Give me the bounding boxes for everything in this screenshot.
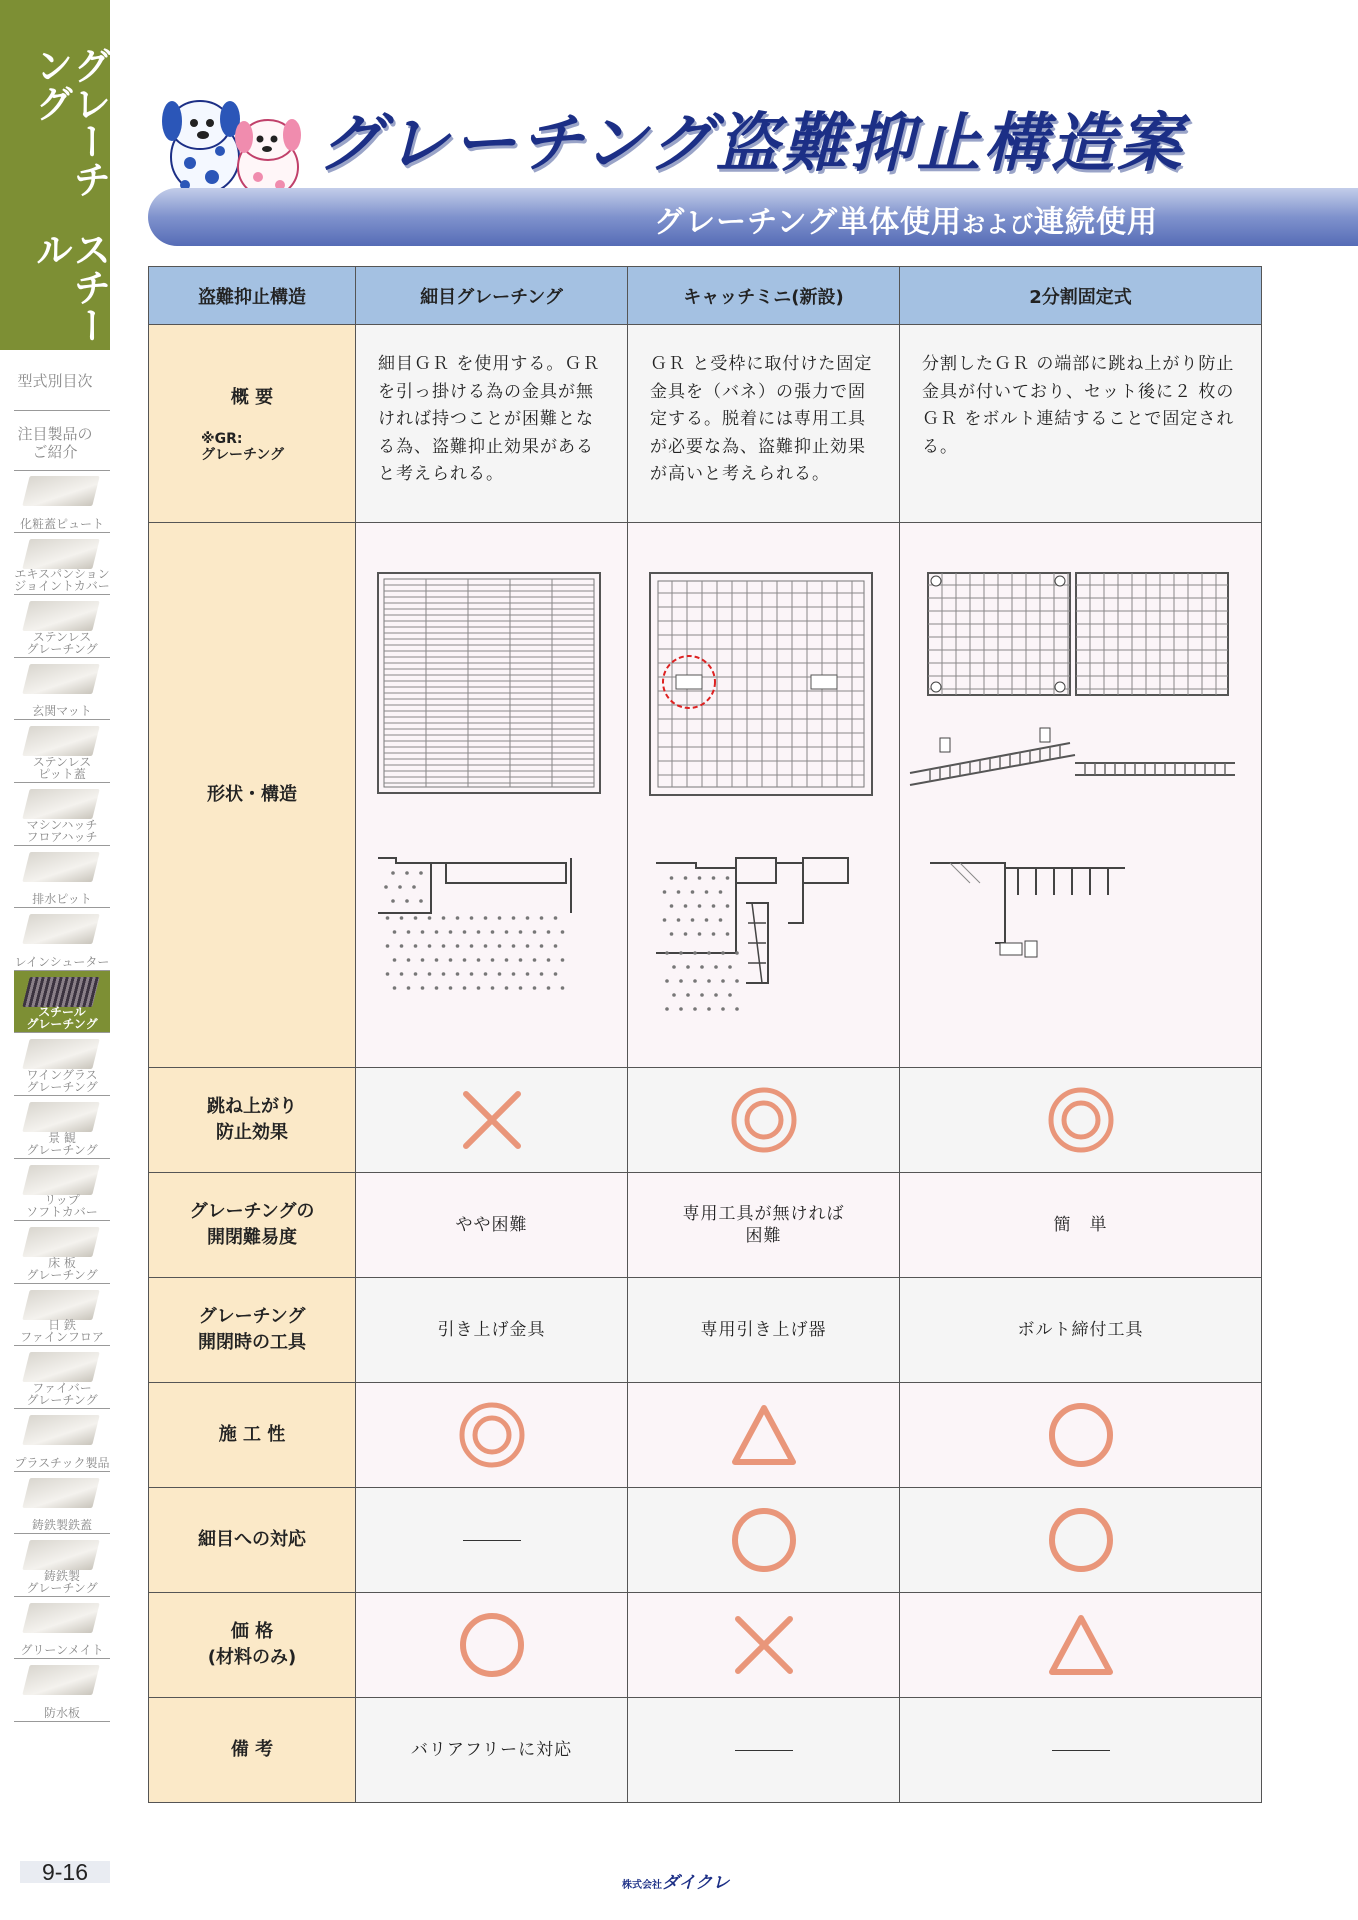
cell-catch-mini — [628, 1173, 900, 1278]
cell-text: ボルト締付工具 — [1017, 1320, 1144, 1340]
cell-fine-mesh — [356, 1383, 628, 1488]
double-circle-mark — [729, 1085, 799, 1155]
two-part-grating-drawing — [900, 523, 1260, 1063]
page-subtitle: グレーチング単体使用および連続使用 — [654, 205, 1158, 240]
link-featured-products[interactable]: 注目製品の ご紹介 — [17, 425, 93, 461]
cell-catch-mini — [628, 1068, 900, 1173]
sidebar-item-5[interactable] — [14, 783, 110, 846]
gr-note: ※GR: グレーチング — [201, 430, 285, 463]
product-thumbnail — [22, 1415, 99, 1445]
catch-mini-grating-drawing — [628, 523, 898, 1063]
row-label: 備 考 — [149, 1698, 356, 1803]
cell-two-part — [900, 1488, 1262, 1593]
cell-two-part — [900, 1698, 1262, 1803]
overview-fine-mesh: 細目ＧＲ を使用する。ＧＲを引っ掛ける為の金具が無ければ持つことが困難となる為、盗難抑止効果があると考えられる。 — [356, 325, 628, 523]
cell-text: バリアフリーに対応 — [410, 1740, 573, 1760]
row-label: 細目への対応 — [149, 1488, 356, 1593]
row-label: グレーチングの 開閉難易度 — [149, 1173, 356, 1278]
triangle-mark — [729, 1400, 799, 1470]
product-thumbnail — [22, 601, 99, 631]
cell-fine-mesh — [356, 1278, 628, 1383]
sidebar-item-label: 床 板 グレーチング — [26, 1255, 98, 1282]
sidebar-item-label: エキスパンション ジョイントカバー — [14, 567, 110, 594]
cell-two-part — [900, 1593, 1262, 1698]
header-catch-mini: キャッチミニ(新設) — [628, 267, 900, 325]
cell-text: 簡 単 — [1053, 1215, 1108, 1235]
product-thumbnail — [22, 852, 99, 882]
sidebar-item-15[interactable] — [14, 1409, 110, 1472]
table-row — [149, 1173, 1262, 1278]
drawing-catch-mini — [628, 523, 900, 1068]
sidebar-tab-title — [8, 46, 111, 350]
header-structure: 盗難抑止構造 — [149, 267, 356, 325]
sidebar-item-label: スチール グレーチング — [26, 1005, 98, 1032]
sidebar-item-1[interactable] — [14, 533, 110, 596]
cell-catch-mini — [628, 1593, 900, 1698]
sidebar-item-label: プラスチック製品 — [14, 1455, 110, 1470]
row-label: 施 工 性 — [149, 1383, 356, 1488]
sidebar-tab-title-line2: グレーチング — [29, 46, 111, 198]
product-thumbnail — [22, 789, 99, 819]
product-thumbnail — [22, 1603, 99, 1633]
sidebar-item-17[interactable] — [14, 1534, 110, 1597]
table-row — [149, 1488, 1262, 1593]
link-index-by-type[interactable]: 型式別目次 — [17, 372, 93, 390]
cell-two-part — [900, 1068, 1262, 1173]
product-thumbnail — [22, 1665, 99, 1695]
table-row — [149, 1383, 1262, 1488]
sidebar-item-label: グリーンメイト — [20, 1643, 104, 1658]
sidebar-tab[interactable] — [0, 0, 110, 350]
header-fine-mesh: 細目グレーチング — [356, 267, 628, 325]
double-circle-mark — [457, 1400, 527, 1470]
product-thumbnail — [22, 476, 99, 506]
sidebar-item-12[interactable] — [14, 1221, 110, 1284]
product-thumbnail — [22, 1540, 99, 1570]
sidebar-item-7[interactable] — [14, 908, 110, 971]
sidebar-item-label: 景 観 グレーチング — [26, 1130, 98, 1157]
sidebar-item-label: 鋳鉄製鉄蓋 — [31, 1518, 92, 1533]
product-thumbnail — [22, 1165, 99, 1195]
sidebar-item-label: ファイバー グレーチング — [26, 1380, 98, 1407]
table-row — [149, 1278, 1262, 1383]
cell-two-part — [900, 1383, 1262, 1488]
sidebar-item-14[interactable] — [14, 1346, 110, 1409]
double-circle-mark — [1046, 1085, 1116, 1155]
triangle-mark — [1046, 1610, 1116, 1680]
sidebar-item-10[interactable] — [14, 1096, 110, 1159]
drawing-fine-mesh — [356, 523, 628, 1068]
row-label: グレーチング 開閉時の工具 — [149, 1278, 356, 1383]
comparison-table — [148, 266, 1262, 1803]
sidebar-item-label: リップ ソフトカバー — [26, 1193, 98, 1220]
sidebar-item-label: レインシューター — [14, 954, 110, 969]
cell-text: 専用工具が無ければ 困難 — [682, 1204, 845, 1246]
drawing-two-part — [900, 523, 1262, 1068]
cell-catch-mini — [628, 1488, 900, 1593]
overview-two-part: 分割したＧＲ の端部に跳ね上がり防止金具が付いており、セット後に２ 枚のＧＲ をボルト連結することで固定される。 — [900, 325, 1262, 523]
sidebar-item-label: 日 鉄 ファインフロア — [20, 1318, 104, 1345]
product-thumbnail — [22, 1352, 99, 1382]
mascot-dogs-illustration — [150, 85, 315, 200]
cell-text: やや困難 — [455, 1215, 528, 1235]
product-thumbnail — [22, 726, 99, 756]
cell-text: 専用引き上げ器 — [700, 1320, 827, 1340]
row-label-overview: 概 要 ※GR: グレーチング — [149, 325, 356, 523]
row-label: 跳ね上がり 防止効果 — [149, 1068, 356, 1173]
page-title: グレーチング盗難抑止構造案 — [318, 107, 1185, 181]
table-row — [149, 1698, 1262, 1803]
cell-catch-mini — [628, 1698, 900, 1803]
cell-fine-mesh — [356, 1698, 628, 1803]
dash-mark — [1052, 1750, 1110, 1751]
row-label: 価 格 (材料のみ) — [149, 1593, 356, 1698]
table-row-overview — [149, 325, 1262, 523]
sidebar-item-13[interactable] — [14, 1284, 110, 1347]
cell-fine-mesh — [356, 1068, 628, 1173]
sidebar-item-label: ワイングラス グレーチング — [26, 1067, 98, 1094]
sidebar-item-label: マシンハッチ フロアハッチ — [26, 817, 98, 844]
fine-mesh-grating-drawing — [356, 523, 626, 1063]
product-thumbnail — [22, 1039, 99, 1069]
sidebar-item-8[interactable] — [14, 971, 110, 1034]
header-two-part: 2分割固定式 — [900, 267, 1262, 325]
cell-text: 引き上げ金具 — [437, 1320, 546, 1340]
cell-two-part — [900, 1173, 1262, 1278]
cell-catch-mini — [628, 1383, 900, 1488]
sidebar-item-9[interactable] — [14, 1033, 110, 1096]
product-thumbnail — [22, 539, 99, 569]
overview-catch-mini: ＧＲ と受枠に取付けた固定金具を（バネ）の張力で固定する。脱着には専用工具が必要な為、盗難抑止効果が高いと考えられる。 — [628, 325, 900, 523]
product-thumbnail — [22, 1227, 99, 1257]
sidebar-item-11[interactable] — [14, 1159, 110, 1222]
table-row-shape — [149, 523, 1262, 1068]
sidebar-item-label: 玄関マット — [32, 704, 92, 719]
cross-mark — [729, 1610, 799, 1680]
product-thumbnail — [22, 1102, 99, 1132]
sidebar-item-16[interactable] — [14, 1472, 110, 1535]
product-thumbnail — [22, 914, 99, 944]
row-label-shape: 形状・構造 — [149, 523, 356, 1068]
table-row — [149, 1068, 1262, 1173]
sidebar-item-label: 化粧蓋ピュート — [19, 516, 104, 531]
dash-mark — [463, 1540, 521, 1541]
sidebar-tab-title-line1: スチール — [29, 230, 111, 344]
sidebar-item-0[interactable] — [14, 470, 110, 533]
product-thumbnail — [22, 664, 99, 694]
circle-mark — [729, 1505, 799, 1575]
circle-mark — [457, 1610, 527, 1680]
cell-fine-mesh — [356, 1488, 628, 1593]
dash-mark — [735, 1750, 793, 1751]
sidebar-item-6[interactable] — [14, 846, 110, 909]
sidebar-item-19[interactable] — [14, 1659, 110, 1722]
page-number: 9-16 — [20, 1861, 110, 1883]
subtitle-bar — [148, 188, 1358, 246]
cell-fine-mesh — [356, 1173, 628, 1278]
sidebar-item-label: 鋳鉄製 グレーチング — [26, 1568, 98, 1595]
sidebar-item-label: ステンレス ピット蓋 — [32, 754, 92, 781]
circle-mark — [1046, 1505, 1116, 1575]
product-thumbnail — [22, 977, 99, 1007]
sidebar-item-2[interactable] — [14, 595, 110, 658]
cell-two-part — [900, 1278, 1262, 1383]
table-header-row — [149, 267, 1262, 325]
cross-mark — [457, 1085, 527, 1155]
cell-fine-mesh — [356, 1593, 628, 1698]
product-thumbnail — [22, 1290, 99, 1320]
table-row — [149, 1593, 1262, 1698]
product-thumbnail — [22, 1478, 99, 1508]
sidebar-item-label: ステンレス グレーチング — [26, 629, 98, 656]
company-logo: 株式会社ダイクレ — [622, 1873, 730, 1893]
sidebar-item-18[interactable] — [14, 1597, 110, 1660]
sidebar-product-list — [14, 470, 110, 1722]
sidebar-item-label: 防水板 — [43, 1705, 80, 1720]
cell-catch-mini — [628, 1278, 900, 1383]
circle-mark — [1046, 1400, 1116, 1470]
sidebar-item-4[interactable] — [14, 720, 110, 783]
sidebar-item-label: 排水ピット — [32, 892, 92, 907]
sidebar-item-3[interactable] — [14, 658, 110, 721]
